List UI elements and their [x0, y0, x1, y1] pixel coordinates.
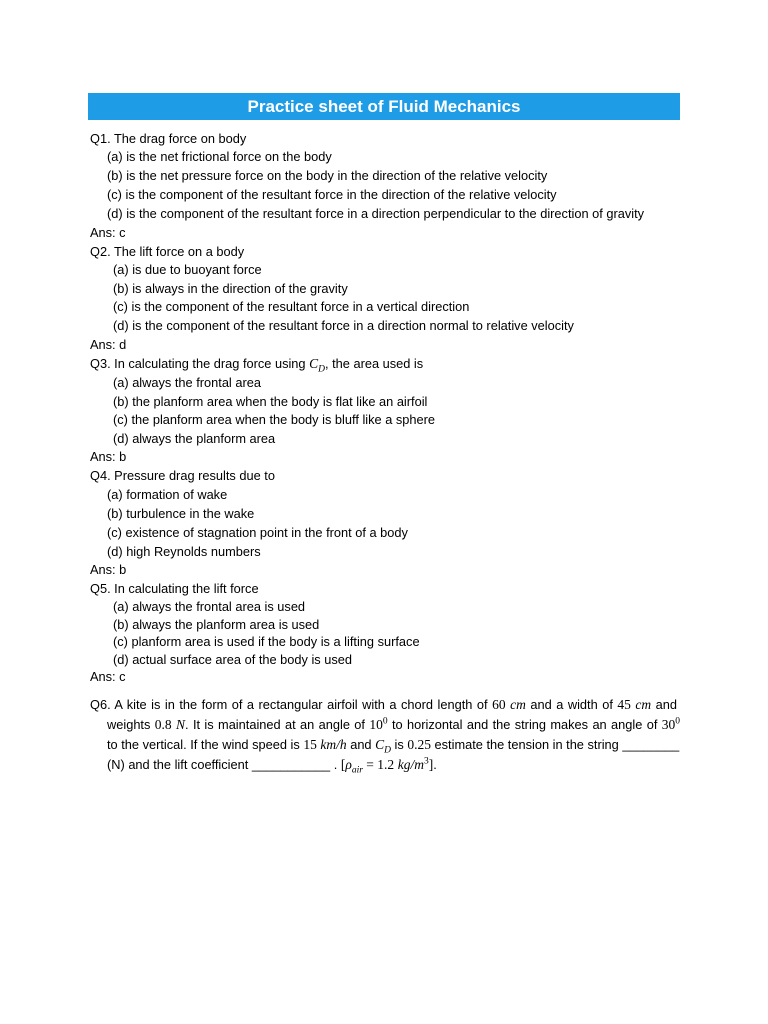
q6-line-2-text-1: weights: [107, 717, 155, 732]
answer-q5: Ans: c: [90, 669, 126, 684]
question-q2: Q2. The lift force on a body: [90, 244, 245, 259]
title-bar: [88, 93, 680, 120]
q6-line-4-text-1: (N) and the lift coefficient ___________ .: [107, 757, 341, 772]
drag-coefficient-subscript: D: [318, 364, 325, 375]
question-q5: Q5. In calculating the lift force: [90, 581, 259, 596]
string-angle-degree: 0: [675, 716, 680, 727]
option-q1-a: (a) is the net frictional force on the body: [107, 149, 332, 164]
answer-q3: Ans: b: [90, 449, 127, 464]
q6-line-3-text-4: estimate the tension in the string ________: [430, 737, 680, 752]
option-q4-c: (c) existence of stagnation point in the front of a body: [107, 525, 408, 540]
density-symbol: ρ: [345, 757, 352, 772]
question-q3: [90, 356, 424, 375]
answer-q1: Ans: c: [90, 225, 126, 240]
chord-length-unit: cm: [510, 697, 526, 712]
option-q2-d: (d) is the component of the resultant force in a direction normal to relative velocity: [113, 318, 574, 333]
string-angle-value: 30: [661, 717, 676, 732]
question-q6-line-1: [90, 697, 677, 713]
option-q3-d: (d) always the planform area: [113, 431, 276, 446]
option-q1-c: (c) is the component of the resultant force in the direction of the relative velocity: [107, 187, 557, 202]
question-q1: Q1. The drag force on body: [90, 131, 247, 146]
option-q4-b: (b) turbulence in the wake: [107, 506, 255, 521]
option-q2-a: (a) is due to buoyant force: [113, 262, 262, 277]
wind-speed-value: 15: [303, 737, 317, 752]
density-symbol-subscript: air: [351, 765, 363, 776]
q6-line-4-text-2: .: [433, 757, 437, 772]
kite-angle-degree: 0: [382, 716, 388, 727]
answer-q4: Ans: b: [90, 562, 127, 577]
option-q5-d: (d) actual surface area of the body is used: [113, 652, 353, 667]
option-q2-b: (b) is always in the direction of the gravity: [113, 281, 348, 296]
q6-line-3-text-3: is: [391, 737, 408, 752]
density-bracket-open: [: [340, 757, 346, 772]
drag-coefficient-symbol: C: [375, 737, 385, 752]
q6-line-1-text-2: and a width of: [525, 697, 618, 712]
width-value: 45: [617, 697, 631, 712]
question-q6-line-4: [107, 756, 437, 776]
question-q3-text-after: , the area used is: [325, 356, 424, 371]
question-q4: Q4. Pressure drag results due to: [90, 468, 275, 483]
weight-unit: N: [176, 717, 186, 732]
wind-speed-unit: km/h: [320, 737, 347, 752]
density-bracket-close: ]: [428, 757, 434, 772]
option-q1-b: (b) is the net pressure force on the body in the direction of the relative velocity: [107, 168, 548, 183]
option-q3-c: (c) the planform area when the body is bluff like a sphere: [113, 412, 435, 427]
option-q4-d: (d) high Reynolds numbers: [107, 544, 261, 559]
width-unit: cm: [635, 697, 652, 712]
drag-coefficient-subscript: D: [384, 745, 391, 756]
option-q2-c: (c) is the component of the resultant force in a vertical direction: [113, 299, 470, 314]
option-q1-d: (d) is the component of the resultant force in a direction perpendicular to the direction of gravity: [107, 206, 645, 221]
question-q6-line-2: [107, 717, 680, 733]
chord-length-value: 60: [492, 697, 506, 712]
q6-line-2-text-2: . It is maintained at an angle of: [185, 717, 370, 732]
option-q4-a: (a) formation of wake: [107, 487, 228, 502]
option-q3-a: (a) always the frontal area: [113, 375, 261, 390]
kite-angle-value: 10: [369, 717, 383, 732]
answer-q2: Ans: d: [90, 337, 127, 352]
q6-line-1-text-3: and: [651, 697, 678, 712]
q6-line-2-text-3: to horizontal and the string makes an angle of: [387, 717, 662, 732]
weight-value: 0.8: [154, 717, 172, 732]
option-q5-c: (c) planform area is used if the body is a lifting surface: [113, 634, 420, 649]
density-unit-exponent: 3: [423, 756, 429, 767]
question-q3-text-before: Q3. In calculating the drag force using: [90, 356, 310, 371]
q6-line-3-text-1: to the vertical. If the wind speed is: [107, 737, 304, 752]
question-q6-line-3: [107, 737, 680, 756]
drag-coefficient-symbol: C: [309, 356, 319, 371]
option-q3-b: (b) the planform area when the body is flat like an airfoil: [113, 394, 428, 409]
page-title: Practice sheet of Fluid Mechanics: [247, 97, 521, 116]
density-value: 1.2: [377, 757, 395, 772]
density-equals: =: [362, 757, 378, 772]
option-q5-b: (b) always the planform area is used: [113, 617, 320, 632]
q6-line-1-text-1: Q6. A kite is in the form of a rectangular airfoil with a chord length of: [90, 697, 493, 712]
drag-coefficient-value: 0.25: [407, 737, 431, 752]
density-unit: kg/m: [397, 757, 424, 772]
option-q5-a: (a) always the frontal area is used: [113, 599, 306, 614]
q6-line-3-text-2: and: [346, 737, 376, 752]
